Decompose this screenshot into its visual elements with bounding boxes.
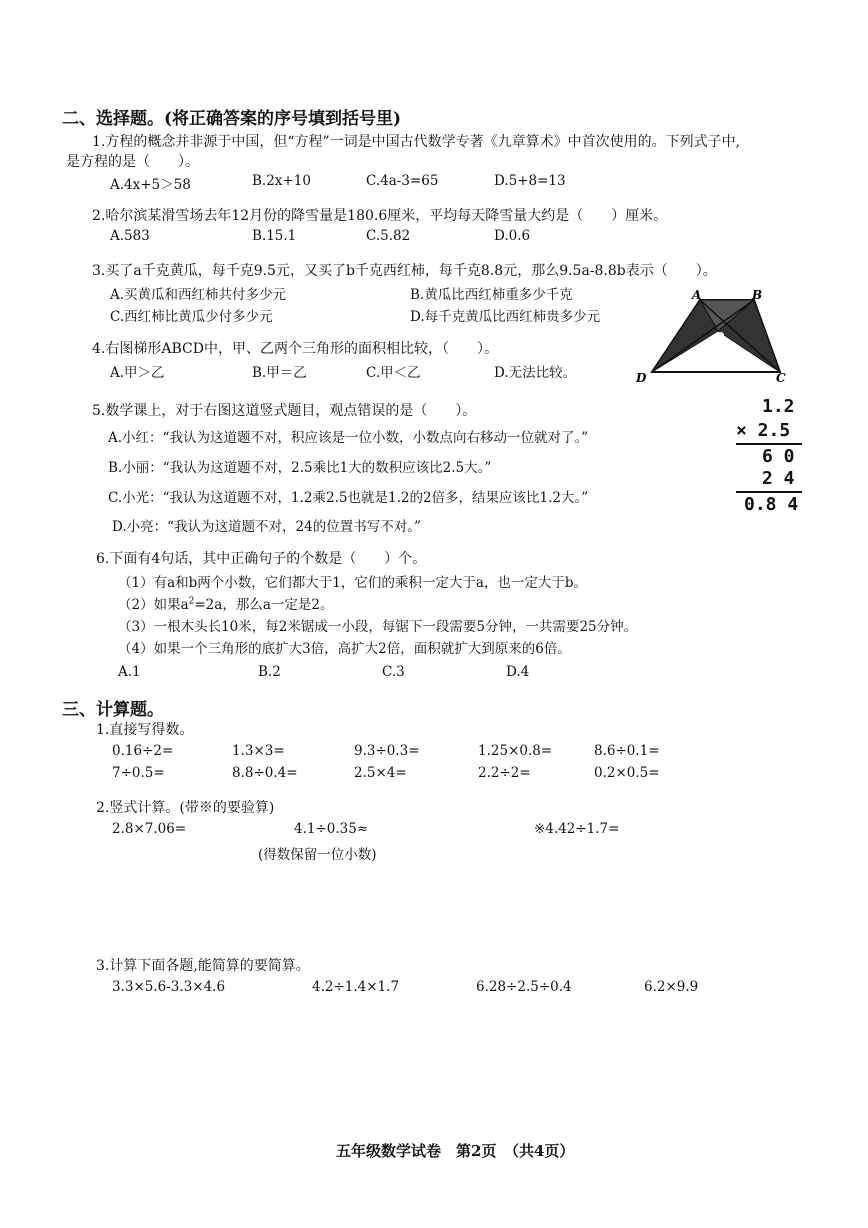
p3-item-2: 4.2÷1.4×1.7	[312, 979, 400, 995]
vertical-line-1	[736, 443, 802, 445]
q2-text: 2.哈尔滨某滑雪场去年12月份的降雪量是180.6厘米，平均每天降雪量大约是（ ）厘米。	[92, 208, 668, 224]
q3-text: 3.买了a千克黄瓜，每千克9.5元，又买了b千克西红柿，每千克8.8元，那么9.5a-8.8b表示（ ）。	[92, 263, 717, 279]
q1-option-b: B.2x+10	[252, 173, 311, 189]
label-a: A	[692, 288, 702, 302]
section-3-title: 三、计算题。	[62, 700, 164, 720]
q6-item-2-sup: 2	[188, 596, 195, 607]
vertical-row-5: 0.8 4	[744, 494, 799, 515]
q6-option-c: C.3	[382, 664, 405, 680]
p2-note: (得数保留一位小数)	[258, 847, 377, 863]
q4-option-c: C.甲＜乙	[366, 365, 421, 381]
q6-option-d: D.4	[506, 664, 530, 680]
q2-option-b: B.15.1	[252, 228, 297, 244]
q5-option-d: D.小亮：“我认为这道题不对，24的位置书写不对。”	[112, 519, 421, 535]
p2-item-2: 4.1÷0.35≈	[294, 821, 369, 837]
q6-item-3: （3）一根木头长10米，每2米锯成一小段，每锯下一段需要5分钟，一共需要25分钟。	[118, 619, 638, 635]
q6-item-2-before: （2）如果a	[118, 597, 189, 613]
q6-option-a: A.1	[118, 664, 141, 680]
label-o: O	[714, 330, 725, 344]
p1-r2-c3: 2.5×4=	[354, 765, 407, 781]
vertical-row-4: 2 4	[762, 468, 795, 489]
label-d: D	[636, 371, 647, 385]
label-b: B	[752, 288, 763, 302]
q4-option-d: D.无法比较。	[494, 365, 577, 381]
page-footer: 五年级数学试卷 第2页 （共4页）	[336, 1142, 575, 1160]
p1-r1-c5: 8.6÷0.1=	[594, 743, 660, 759]
p1-r1-c4: 1.25×0.8=	[478, 743, 553, 759]
p2-item-1: 2.8×7.06=	[112, 821, 187, 837]
q2-option-d: D.0.6	[494, 228, 531, 244]
p2-item-3: ※4.42÷1.7=	[534, 821, 620, 837]
q6-text: 6.下面有4句话，其中正确句子的个数是（ ）个。	[96, 551, 427, 567]
q1-option-d: D.5+8=13	[494, 173, 566, 189]
q5-text: 5.数学课上，对于右图这道竖式题目，观点错误的是（ ）。	[92, 403, 477, 419]
q5-option-a: A.小红：“我认为这道题不对，积应该是一位小数，小数点向右移动一位就对了。”	[108, 430, 589, 446]
vertical-row-2: × 2.5	[736, 420, 791, 441]
p3-title: 3.计算下面各题,能简算的要简算。	[96, 958, 310, 974]
vertical-line-2	[736, 491, 802, 493]
p1-r1-c2: 1.3×3=	[232, 743, 285, 759]
p1-r2-c2: 8.8÷0.4=	[232, 765, 298, 781]
q4-option-b: B.甲＝乙	[252, 365, 307, 381]
q3-option-d: D.每千克黄瓜比西红柿贵多少元	[410, 309, 601, 325]
p1-r2-c5: 0.2×0.5=	[594, 765, 660, 781]
q6-option-b: B.2	[258, 664, 281, 680]
p3-item-1: 3.3×5.6-3.3×4.6	[112, 979, 226, 995]
q3-option-b: B.黄瓜比西红柿重多少千克	[410, 287, 573, 303]
vertical-row-1: 1.2	[762, 396, 795, 417]
vertical-row-3: 6 0	[762, 446, 795, 467]
p1-r1-c3: 9.3÷0.3=	[354, 743, 420, 759]
label-c: C	[776, 371, 786, 385]
q1-option-c: C.4a-3=65	[366, 173, 439, 189]
q4-text: 4.右图梯形ABCD中，甲、乙两个三角形的面积相比较，（ ）。	[92, 341, 498, 357]
trapezoid-figure	[630, 286, 800, 386]
q4-option-a: A.甲＞乙	[110, 365, 165, 381]
q1-option-a: A.4x+5＞58	[110, 177, 191, 193]
q6-item-2-after: =2a，那么a一定是2。	[194, 597, 334, 613]
section-2-title: 二、选择题。(将正确答案的序号填到括号里)	[62, 109, 402, 129]
q5-option-c: C.小光：“我认为这道题不对，1.2乘2.5也就是1.2的2倍多，结果应该比1.2大。”	[108, 490, 589, 506]
q3-option-a: A.买黄瓜和西红柿共付多少元	[110, 287, 287, 303]
q6-item-4: （4）如果一个三角形的底扩大3倍，高扩大2倍，面积就扩大到原来的6倍。	[118, 641, 571, 657]
p2-title: 2.竖式计算。(带※的要验算)	[96, 800, 275, 816]
q6-item-1: （1）有a和b两个小数，它们都大于1，它们的乘积一定大于a，也一定大于b。	[118, 575, 588, 591]
q6-item-2	[118, 593, 333, 613]
p1-r2-c4: 2.2÷2=	[478, 765, 531, 781]
q1-line2: 是方程的是（ ）。	[66, 154, 199, 170]
q3-option-c: C.西红柿比黄瓜少付多少元	[110, 309, 273, 325]
q2-option-a: A.583	[110, 228, 150, 244]
q2-option-c: C.5.82	[366, 228, 411, 244]
q1-line1: 1.方程的概念并非源于中国，但“方程”一词是中国古代数学专著《九章算术》中首次使用的。下列式子中,	[92, 134, 741, 150]
p3-item-3: 6.28÷2.5÷0.4	[476, 979, 572, 995]
p3-item-4: 6.2×9.9	[644, 979, 699, 995]
q5-option-b: B.小丽：“我认为这道题不对，2.5乘比1大的数积应该比2.5大。”	[108, 460, 492, 476]
p1-r1-c1: 0.16÷2=	[112, 743, 174, 759]
p1-title: 1.直接写得数。	[96, 722, 194, 738]
p1-r2-c1: 7÷0.5=	[112, 765, 165, 781]
